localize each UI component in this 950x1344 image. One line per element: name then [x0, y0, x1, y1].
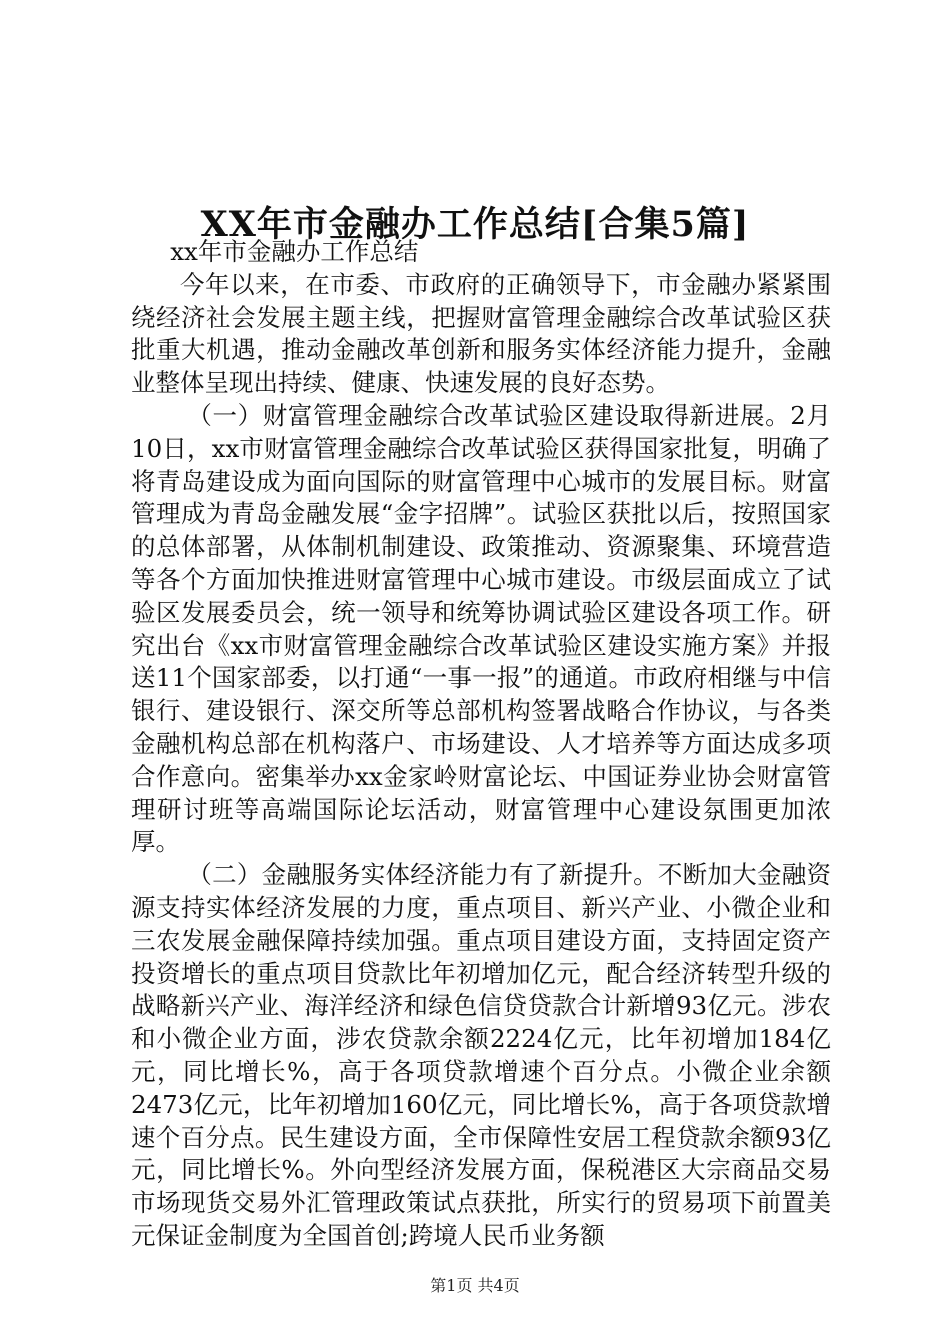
document-subtitle: xx年市金融办工作总结: [170, 237, 419, 266]
page-number-footer: 第1页 共4页: [430, 1276, 520, 1295]
paragraph-intro: 今年以来，在市委、市政府的正确领导下，市金融办紧紧围绕经济社会发展主题主线，把握财富管理金融综合改革试验区获批重大机遇，推动金融改革创新和服务实体经济能力提升，金融业整体呈现出持续、健康、快速发展的良好态势。: [131, 269, 831, 398]
paragraph-section-1: （一）财富管理金融综合改革试验区建设取得新进展。2月10日，xx市财富管理金融综合改革试验区获得国家批复，明确了将青岛建设成为面向国际的财富管理中心城市的发展目标。财富管理成为青岛金融发展“金字招牌”。试验区获批以后，按照国家的总体部署，从体制机制建设、政策推动、资源聚集、环境营造等各个方面加快推进财富管理中心城市建设。市级层面成立了试验区发展委员会，统一领导和统筹协调试验区建设各项工作。研究出台《xx市财富管理金融综合改革试验区建设实施方案》并报送11个国家部委，以打通“一事一报”的通道。市政府相继与中信银行、建设银行、深交所等总部机构签署战略合作协议，与各类金融机构总部在机构落户、市场建设、人才培养等方面达成多项合作意向。密集举办xx金家岭财富论坛、中国证券业协会财富管理研讨班等高端国际论坛活动，财富管理中心建设氛围更加浓厚。: [131, 400, 831, 857]
document-body: [131, 236, 831, 1253]
paragraph-section-2: （二）金融服务实体经济能力有了新提升。不断加大金融资源支持实体经济发展的力度，重点项目、新兴产业、小微企业和三农发展金融保障持续加强。重点项目建设方面，支持固定资产投资增长的重点项目贷款比年初增加亿元，配合经济转型升级的战略新兴产业、海洋经济和绿色信贷贷款合计新增93亿元。涉农和小微企业方面，涉农贷款余额2224亿元，比年初增加184亿元，同比增长%，高于各项贷款增速个百分点。小微企业余额2473亿元，比年初增加160亿元，同比增长%，高于各项贷款增速个百分点。民生建设方面，全市保障性安居工程贷款余额93亿元，同比增长%。外向型经济发展方面，保税港区大宗商品交易市场现货交易外汇管理政策试点获批，所实行的贸易项下前置美元保证金制度为全国首创;跨境人民币业务额: [131, 860, 831, 1250]
document-title: XX年市金融办工作总结[合集5篇]: [200, 204, 750, 246]
